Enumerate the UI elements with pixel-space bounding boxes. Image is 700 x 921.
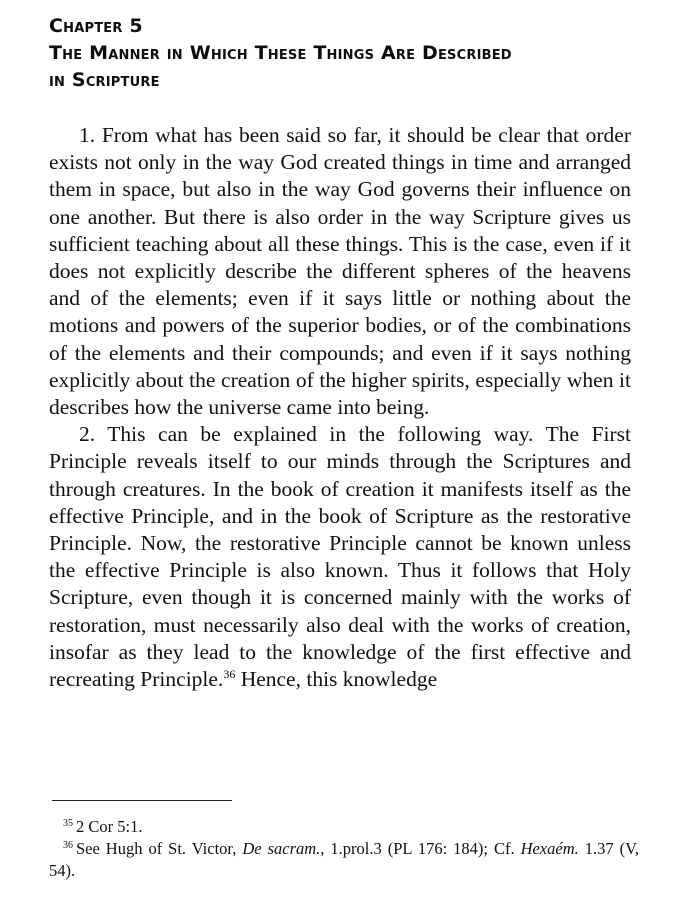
chapter-title-line-2: in Scripture <box>49 69 160 91</box>
footnote-35-text: 2 Cor 5:1. <box>76 817 143 836</box>
body-text <box>49 122 631 693</box>
footnote-35-number: 35 <box>63 817 73 829</box>
paragraph-2-continuation: Hence, this knowledge <box>235 667 438 692</box>
footnote-36-text-c: 1.37 (V, 54). <box>49 839 639 880</box>
chapter-label: Chapter 5 <box>49 15 143 37</box>
footnote-36-text-a: See Hugh of St. Victor, <box>76 839 243 858</box>
footnote-36-text-b: , 1.prol.3 (PL 176: 184); Cf. <box>320 839 521 858</box>
footnote-divider <box>52 800 232 801</box>
chapter-heading <box>49 13 649 94</box>
chapter-title-line-1: The Manner in Which These Things Are Described <box>49 42 512 64</box>
footnote-36 <box>49 838 639 882</box>
footnote-36-number: 36 <box>63 839 73 851</box>
footnote-reference-36[interactable]: 36 <box>223 666 236 681</box>
footnote-36-title-a: De sacram. <box>242 839 321 858</box>
paragraph-2 <box>49 421 631 693</box>
footnote-36-title-b: Hexaém. <box>520 839 579 858</box>
footnote-35 <box>49 816 639 838</box>
paragraph-1: 1. From what has been said so far, it should be clear that order exists not only in the way God created things in time and arranged them in space, but also in the way God governs their influence on one another. But there is also order in the way Scripture gives us sufficient teaching about all these things. This is the case, even if it does not explicitly describe the different spheres of the heavens and of the elements; even if it says little or nothing about the motions and powers of the superior bodies, or of the combinations of the elements and their compounds; and even if it says nothing explicitly about the creation of the higher spirits, especially when it describes how the universe came into being. <box>49 123 631 420</box>
paragraph-2-text: 2. This can be explained in the following way. The First Principle reveals itself to our minds through the Scriptures and through creatures. In the book of creation it manifests itself as the effective Principle, and in the book of Scripture as the restorative Principle. Now, the restorative Principle cannot be known unless the effective Principle is also known. Thus it follows that Holy Scripture, even though it is concerned mainly with the works of restoration, must necessarily also deal with the works of creation, insofar as they lead to the knowledge of the first effective and recreating Principle. <box>49 422 631 692</box>
footnotes <box>49 816 639 882</box>
